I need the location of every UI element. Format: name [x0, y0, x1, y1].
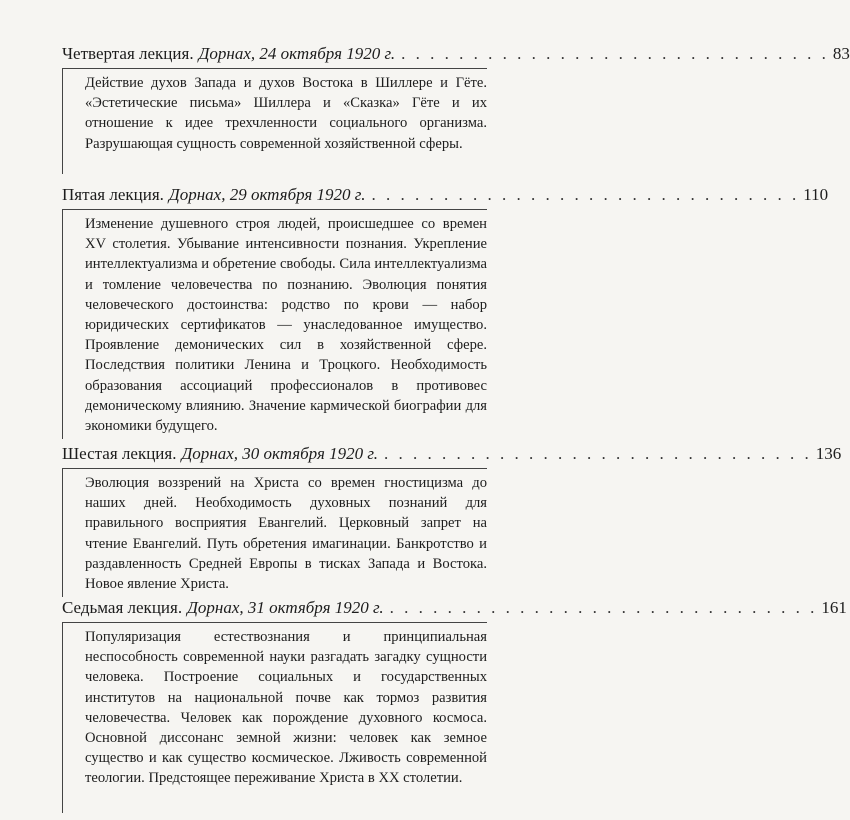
entry-heading — [62, 598, 847, 618]
lecture-place-date: Дорнах, 29 октября 1920 г. — [168, 185, 366, 204]
entry-heading — [62, 44, 850, 64]
toc-entry-lecture-6 — [62, 444, 842, 597]
toc-entry-lecture-4 — [62, 44, 850, 174]
page-number: 161 — [821, 598, 847, 617]
lecture-place-date: Дорнах, 24 октября 1920 г. — [198, 44, 396, 63]
summary-text: Действие духов Запада и духов Востока в Шиллере и Гёте. «Эстетические письма» Шиллера и «Сказка» Гёте и их отношение к идее трехчленности социального организма. Разрушающая сущность современной хозяйственной сферы. — [85, 75, 487, 152]
lecture-place-date: Дорнах, 31 октября 1920 г. — [187, 598, 384, 617]
lecture-summary — [62, 209, 487, 439]
summary-text: Изменение душевного строя людей, происшедшее со времен XV столетия. Убывание интенсивности познания. Укрепление интеллектуализма и обретение свободы. Сила интеллектуализма и томление человечества по познанию. Эволюция понятия человеческого достоинства: родство по крови — набор юридических сертификатов — унаследованное имущество. Проявление демонических сил в хозяйственной сфере. Последствия политики Ленина и Троцкого. Необходимость образования ассоциаций профессионалов в противовес демоническому влиянию. Значение кармической биографии для экономики будущего. — [85, 216, 487, 435]
lecture-place-date: Дорнах, 30 октября 1920 г. — [181, 444, 379, 463]
page-number: 136 — [815, 444, 842, 463]
lecture-title: Пятая лекция. — [62, 185, 164, 204]
dot-leader: . . . . . . . . . . . . . . . . . . . . . . . . . . . . . . — [384, 444, 812, 463]
summary-text: Популяризация естествознания и принципиальная неспособность современной науки разгадать загадку сущности человека. Построение социальных и государственных институтов на национальной почве как тормоз развития человечества. Человек как порождение духовного космоса. Основной диссонанс земной жизни: человек как земное существо и как существо космическое. Лживость современной теологии. Предстоящее переживание Христа в XX столетии. — [85, 629, 487, 787]
lecture-title: Шестая лекция. — [62, 444, 177, 463]
page-number: 110 — [803, 185, 829, 204]
lecture-title: Четвертая лекция. — [62, 44, 194, 63]
entry-heading — [62, 185, 829, 205]
dot-leader: . . . . . . . . . . . . . . . . . . . . . . . . . . . . . . — [389, 598, 818, 617]
lecture-summary — [62, 468, 487, 597]
entry-heading — [62, 444, 842, 464]
page-number: 83 — [832, 44, 850, 63]
lecture-title: Седьмая лекция. — [62, 598, 183, 617]
dot-leader: . . . . . . . . . . . . . . . . . . . . . . . . . . . . . . — [401, 44, 829, 63]
dot-leader: . . . . . . . . . . . . . . . . . . . . . . . . . . . . . . — [371, 185, 800, 204]
toc-entry-lecture-5 — [62, 185, 829, 439]
lecture-summary — [62, 68, 487, 174]
summary-text: Эволюция воззрений на Христа со времен гностицизма до наших дней. Необходимость духовных познаний для правильного восприятия Евангелий. Церковный запрет на чтение Евангелий. Путь обретения имагинации. Банкротство и раздавленность Средней Европы в тисках Запада и Востока. Новое явление Христа. — [85, 475, 487, 593]
lecture-summary — [62, 622, 487, 813]
toc-entry-lecture-7 — [62, 598, 847, 813]
